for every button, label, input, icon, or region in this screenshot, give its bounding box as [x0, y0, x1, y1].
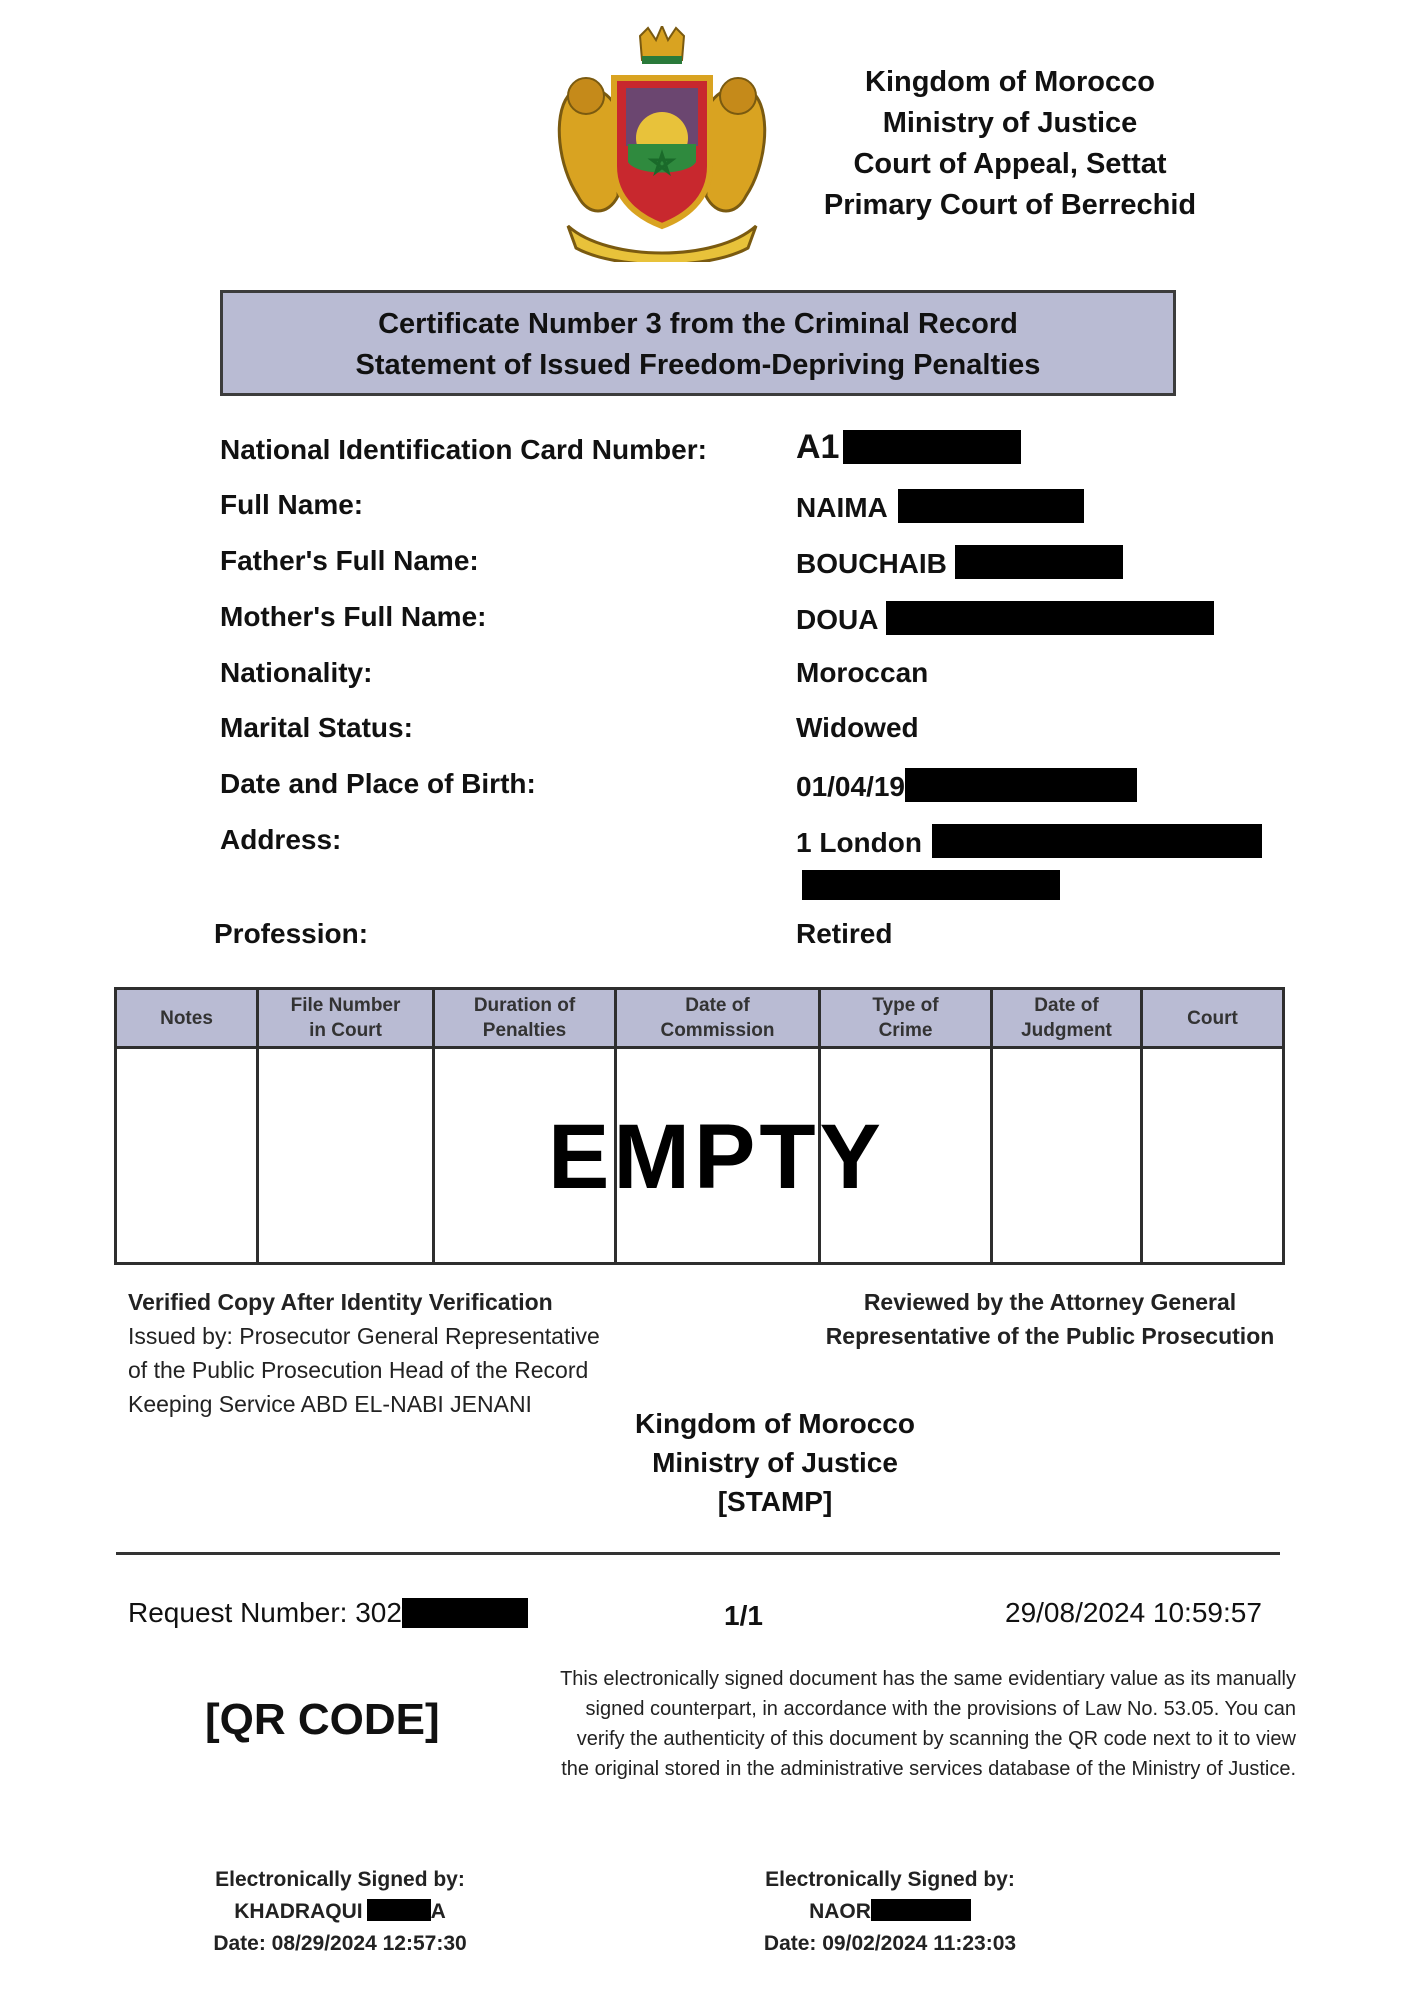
redaction-bar	[905, 768, 1137, 802]
qr-code-placeholder: [QR CODE]	[205, 1695, 440, 1744]
marital-status-label: Marital Status:	[220, 712, 413, 743]
national-id-label: National Identification Card Number:	[220, 434, 707, 465]
redaction-bar	[898, 489, 1084, 523]
signer-name: KHADRAQUI A	[234, 1900, 446, 1923]
birth-label: Date and Place of Birth:	[220, 768, 536, 799]
reviewed-block	[800, 1285, 1300, 1353]
full-name-value: NAIMA	[796, 489, 1084, 524]
request-number: Request Number: 302	[128, 1597, 528, 1629]
redaction-bar	[932, 824, 1262, 858]
coat-of-arms-emblem	[548, 26, 776, 262]
mother-name-value: DOUA	[796, 601, 1214, 636]
page-number: 1/1	[724, 1600, 763, 1631]
redaction-bar	[886, 601, 1214, 635]
verification-line: of the Public Prosecution Head of the Record	[128, 1357, 589, 1383]
legal-notice: This electronically signed document has the same evidentiary value as its manually signed counterpart, in accordance with the provisions of Law No. 53.05. You can verify the authenticity of this document by scanning the QR code next to it to view the original stored in the administrative services database of the Ministry of Justice.	[560, 1668, 1296, 1780]
column-header-court: Court	[1142, 989, 1284, 1048]
certificate-title-box	[220, 290, 1176, 396]
redaction-bar	[955, 545, 1123, 579]
address-label: Address:	[220, 824, 342, 855]
full-name-label: Full Name:	[220, 489, 364, 520]
stamp-line: Kingdom of Morocco	[635, 1408, 915, 1439]
table-cell	[1142, 1048, 1284, 1264]
verification-line: Issued by: Prosecutor General Representative	[128, 1323, 600, 1349]
address-value: 1 London	[796, 824, 1262, 859]
footer-divider	[116, 1552, 1280, 1555]
issuer-line: Kingdom of Morocco	[865, 66, 1155, 98]
column-header-date-judgment: Date of Judgment	[992, 989, 1142, 1048]
coat-of-arms-icon	[548, 26, 776, 262]
signature-date: Date: 09/02/2024 11:23:03	[763, 1932, 1017, 1955]
verification-block	[128, 1285, 688, 1421]
issue-datetime: 29/08/2024 10:59:57	[1005, 1597, 1262, 1628]
nationality-value: Moroccan	[796, 657, 929, 688]
stamp-line: [STAMP]	[717, 1486, 833, 1517]
redaction-bar	[402, 1598, 528, 1628]
column-header-date-commission: Date of Commission	[616, 989, 820, 1048]
reviewed-line: Reviewed by the Attorney General	[863, 1289, 1237, 1315]
signature-block	[180, 1864, 500, 1960]
table-header-row	[116, 989, 1284, 1048]
redaction-bar	[871, 1899, 971, 1921]
table-cell	[258, 1048, 434, 1264]
issuer-line: Ministry of Justice	[882, 107, 1138, 139]
table-cell	[992, 1048, 1142, 1264]
signer-name: NAOR	[740, 1896, 1040, 1928]
father-name-label: Father's Full Name:	[220, 545, 479, 576]
certificate-title: Certificate Number 3 from the Criminal Record	[378, 308, 1018, 340]
verification-line: Keeping Service ABD EL-NABI JENANI	[128, 1391, 532, 1417]
marital-status-value: Widowed	[796, 712, 919, 743]
redaction-bar	[367, 1899, 431, 1921]
issuer-line: Court of Appeal, Settat	[853, 148, 1167, 180]
signature-heading: Electronically Signed by:	[765, 1868, 1015, 1891]
column-header-file-number: File Number in Court	[258, 989, 434, 1048]
national-id-value: A1	[796, 428, 1021, 467]
profession-label: Profession:	[214, 918, 369, 949]
empty-stamp: EMPTY	[548, 1106, 885, 1208]
signature-date: Date: 08/29/2024 12:57:30	[213, 1932, 467, 1955]
redaction-bar	[802, 870, 1060, 900]
column-header-duration: Duration of Penalties	[434, 989, 616, 1048]
profession-value: Retired	[796, 918, 893, 949]
table-cell	[116, 1048, 258, 1264]
verification-heading: Verified Copy After Identity Verification	[128, 1289, 553, 1315]
signature-heading: Electronically Signed by:	[215, 1868, 465, 1891]
nationality-label: Nationality:	[220, 657, 373, 688]
certificate-subtitle: Statement of Issued Freedom-Depriving Penalties	[355, 349, 1041, 381]
reviewed-line: Representative of the Public Prosecution	[825, 1323, 1275, 1349]
father-name-value: BOUCHAIB	[796, 545, 1123, 580]
stamp-block	[600, 1404, 950, 1521]
column-header-crime-type: Type of Crime	[820, 989, 992, 1048]
redaction-bar	[843, 430, 1021, 464]
stamp-line: Ministry of Justice	[652, 1447, 898, 1478]
signature-block	[740, 1864, 1040, 1960]
birth-value: 01/04/19	[796, 768, 1137, 803]
mother-name-label: Mother's Full Name:	[220, 601, 487, 632]
issuer-line: Primary Court of Berrechid	[823, 189, 1197, 221]
column-header-notes: Notes	[116, 989, 258, 1048]
issuer-header	[800, 62, 1220, 226]
